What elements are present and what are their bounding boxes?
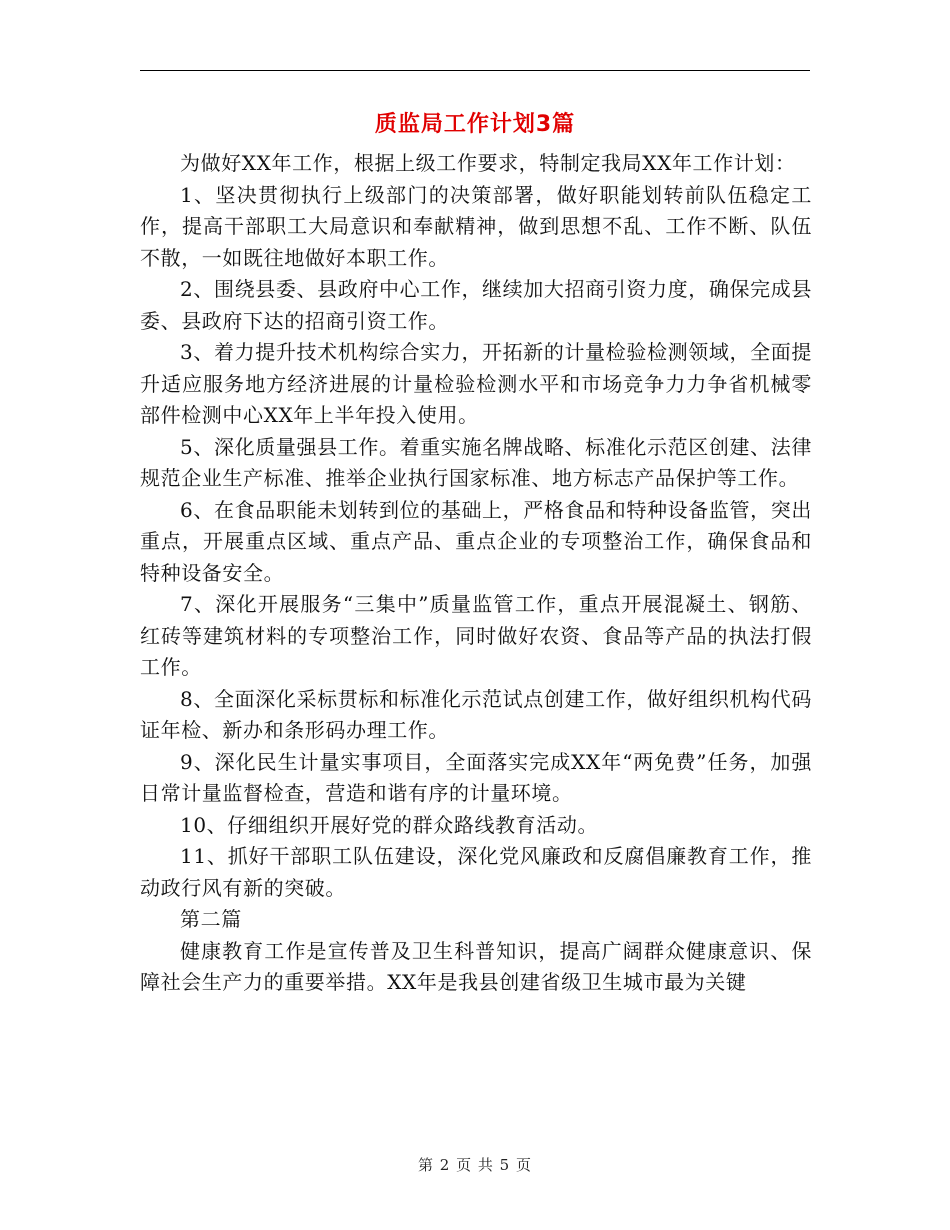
header-rule — [140, 70, 810, 71]
paragraph-item-6: 6、在食品职能未划转到位的基础上，严格食品和特种设备监管，突出重点，开展重点区域、重点产品、重点企业的专项整治工作，确保食品和特种设备安全。 — [140, 497, 812, 585]
paragraph-item-11: 11、抓好干部职工队伍建设，深化党风廉政和反腐倡廉教育工作，推动政行风有新的突破。 — [140, 844, 812, 900]
document-title: 质监局工作计划3篇 — [374, 112, 576, 137]
page-number-footer: 第 2 页 共 5 页 — [418, 1156, 532, 1174]
document-body — [140, 148, 812, 999]
paragraph-item-10: 10、仔细组织开展好党的群众路线教育活动。 — [180, 812, 599, 837]
section-heading-part-two: 第二篇 — [180, 907, 242, 931]
paragraph-item-5: 5、深化质量强县工作。着重实施名牌战略、标准化示范区创建、法律规范企业生产标准、推举企业执行国家标准、地方标志产品保护等工作。 — [140, 434, 812, 490]
paragraph-item-9: 9、深化民生计量实事项目，全面落实完成XX年“两免费”任务，加强日常计量监督检查，营造和谐有序的计量环境。 — [140, 749, 812, 805]
paragraph-item-8: 8、全面深化采标贯标和标准化示范试点创建工作，做好组织机构代码证年检、新办和条形码办理工作。 — [140, 686, 812, 742]
paragraph-intro: 为做好XX年工作，根据上级工作要求，特制定我局XX年工作计划： — [180, 151, 796, 175]
paragraph-item-3: 3、着力提升技术机构综合实力，开拓新的计量检验检测领域，全面提升适应服务地方经济进展的计量检验检测水平和市场竞争力力争省机械零部件检测中心XX年上半年投入使用。 — [140, 340, 812, 427]
paragraph-item-7: 7、深化开展服务“三集中”质量监管工作，重点开展混凝土、钢筋、红砖等建筑材料的专项整治工作，同时做好农资、食品等产品的执法打假工作。 — [140, 592, 812, 679]
paragraph-item-2: 2、围绕县委、县政府中心工作，继续加大招商引资力度，确保完成县委、县政府下达的招商引资工作。 — [140, 277, 812, 333]
paragraph-item-1: 1、坚决贯彻执行上级部门的决策部署，做好职能划转前队伍稳定工作，提高干部职工大局意识和奉献精神，做到思想不乱、工作不断、队伍不散，一如既往地做好本职工作。 — [140, 182, 812, 270]
paragraph-part-two-intro: 健康教育工作是宣传普及卫生科普知识，提高广阔群众健康意识、保障社会生产力的重要举措。XX年是我县创建省级卫生城市最为关键 — [140, 938, 812, 994]
